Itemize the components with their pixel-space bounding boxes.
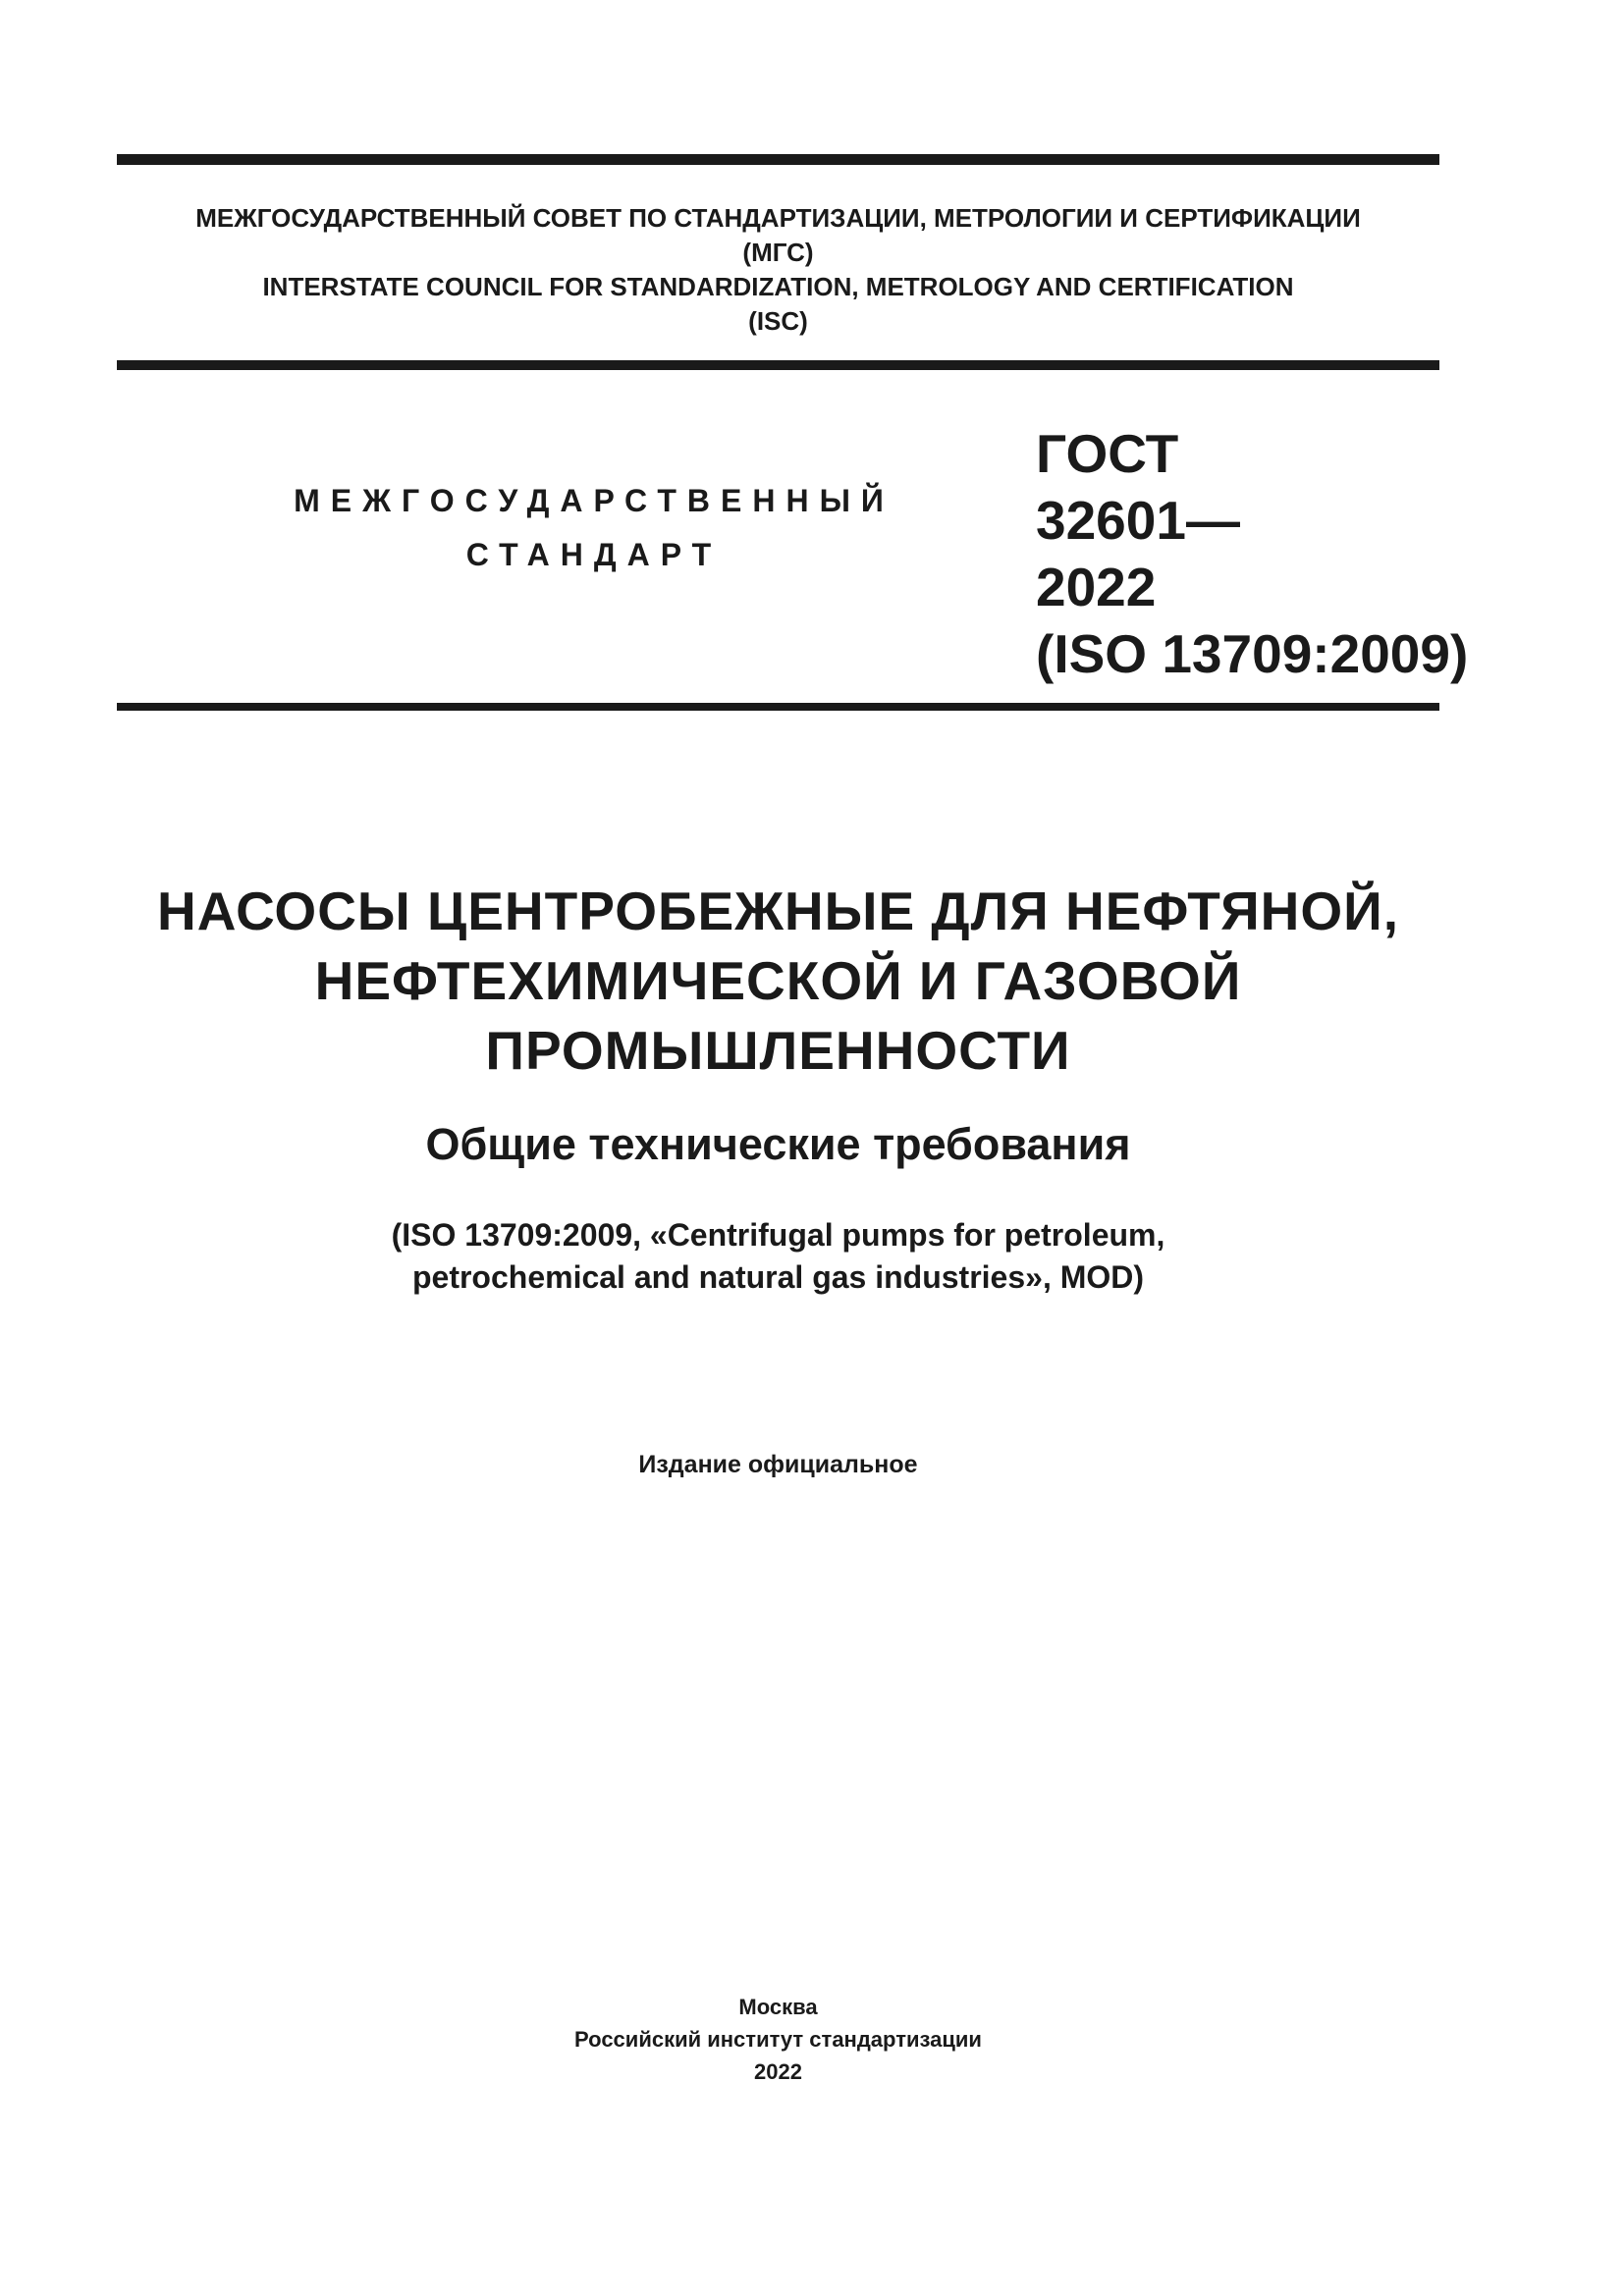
imprint-city: Москва [738,1995,818,2019]
iso-reference [117,1214,1439,1299]
designation-prefix: ГОСТ [1036,423,1179,484]
council-abbr-en: (ISC) [748,306,808,336]
document-title [117,877,1439,1086]
edition-note: Издание официальное [638,1451,918,1478]
designation-iso-equivalent: (ISO 13709:2009) [1036,623,1469,684]
title-line3: ПРОМЫШЛЕННОСТИ [485,1020,1071,1081]
title-line2: НЕФТЕХИМИЧЕСКОЙ И ГАЗОВОЙ [314,950,1242,1011]
middle-divider [117,360,1439,370]
standard-designation [1036,420,1469,687]
imprint-publisher: Российский институт стандартизации [574,2027,982,2052]
document-subtitle: Общие технические требования [425,1119,1131,1169]
council-abbr-ru: (МГС) [742,238,814,267]
council-name-ru: МЕЖГОСУДАРСТВЕННЫЙ СОВЕТ ПО СТАНДАРТИЗАЦИИ, МЕТРОЛОГИИ И СЕРТИФИКАЦИИ [195,203,1361,233]
title-line1: НАСОСЫ ЦЕНТРОБЕЖНЫЕ ДЛЯ НЕФТЯНОЙ, [157,881,1399,941]
designation-number: 32601— [1036,490,1240,551]
imprint [117,1991,1439,2088]
standard-kind [265,474,923,582]
iso-reference-line2: petrochemical and natural gas industries», MOD) [411,1259,1145,1295]
standard-kind-line1: МЕЖГОСУДАРСТВЕННЫЙ [294,483,894,518]
council-name-en: INTERSTATE COUNCIL FOR STANDARDIZATION, METROLOGY AND CERTIFICATION [262,272,1294,301]
top-divider [117,154,1439,165]
imprint-year: 2022 [754,2059,802,2084]
standard-kind-line2: СТАНДАРТ [465,537,723,572]
iso-reference-line1: (ISO 13709:2009, «Centrifugal pumps for petroleum, [391,1217,1165,1253]
designation-year: 2022 [1036,557,1157,617]
council-header [117,201,1439,339]
bottom-divider [117,703,1439,711]
